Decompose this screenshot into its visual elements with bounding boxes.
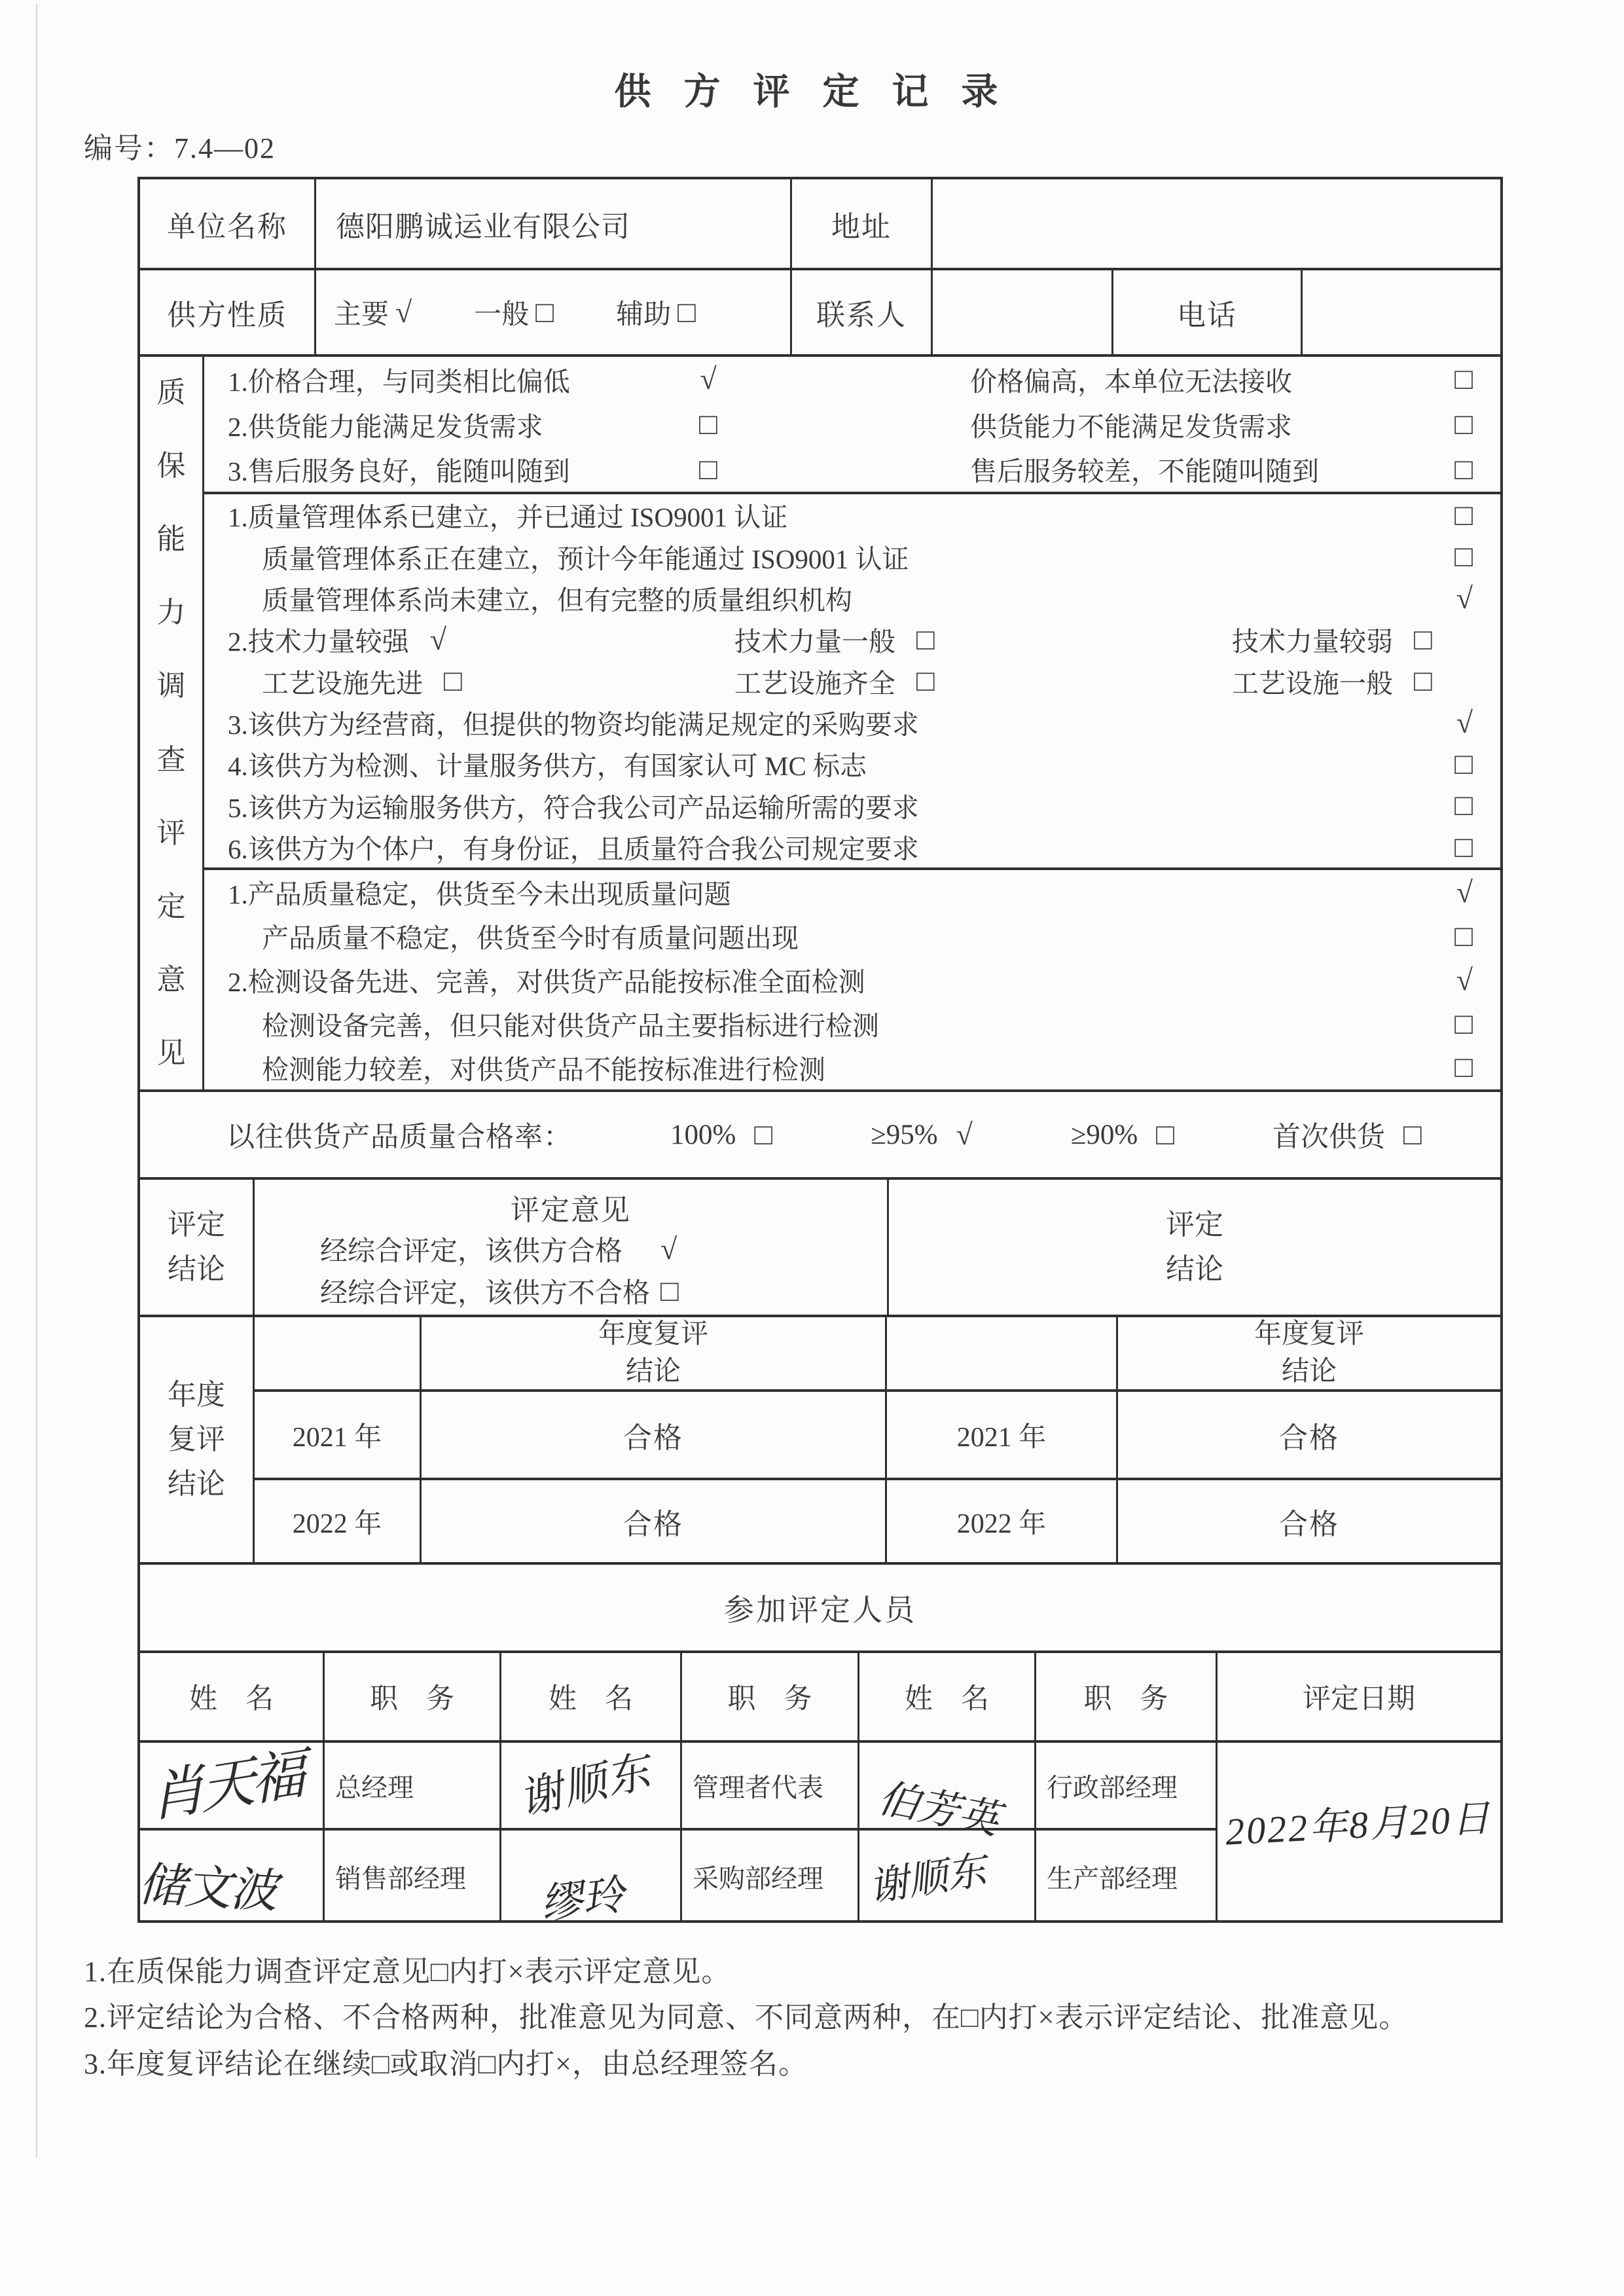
qa-item [204, 536, 1500, 577]
checkbox: □ [660, 1274, 679, 1307]
supplier-evaluation-table [137, 177, 1503, 1928]
qa-item [204, 826, 1500, 867]
qa-item-text: 产品质量不稳定，供货至今时有质量问题出现 [262, 923, 799, 954]
qa-item-text: 价格偏高，本单位无法接收 [970, 366, 1292, 397]
conclusion-line-text: 经综合评定，该供方不合格 [320, 1279, 651, 1309]
title-column-header: 职 务 [680, 1653, 857, 1740]
signatures-row [137, 1740, 1500, 1928]
conclusion-result-label: 评定结论 [1166, 1208, 1223, 1285]
qa-item-text: 技术力量较弱 [1232, 627, 1393, 657]
name-column-header: 姓 名 [499, 1653, 680, 1740]
checkmark: √ [1456, 705, 1473, 739]
qa-item [1219, 620, 1500, 659]
annual-result: 合格 [1116, 1392, 1500, 1478]
qa-item-text: 质量管理体系正在建立，预计今年能通过 ISO9001 认证 [262, 543, 909, 574]
signature-cell [499, 1743, 680, 1828]
signature-cell [137, 1828, 323, 1923]
checkbox: □ [1156, 1118, 1175, 1151]
qa-item [204, 577, 1500, 619]
nature-option-label: 一般 [474, 300, 530, 330]
conclusion-side-label-cell [140, 1180, 253, 1315]
checkmark: √ [1456, 581, 1473, 615]
qa-item-text: 2.检测设备先进、完善，对供货产品能按标准全面检测 [228, 967, 865, 998]
checkbox: □ [535, 295, 554, 329]
annual-header-result-cell [1116, 1317, 1500, 1389]
nature-option-general [474, 293, 554, 332]
doc-number: 编号：7.4—02 [84, 132, 276, 164]
name-column-header: 姓 名 [857, 1653, 1034, 1740]
pass-rate-label: 以往供货产品质量合格率： [226, 1121, 572, 1153]
nature-option-main [334, 293, 412, 332]
signature-name: 谢顺东 [865, 1848, 990, 1910]
job-title-cell: 采购部经理 [680, 1828, 857, 1923]
checkmark: √ [1456, 962, 1473, 996]
signature-name: 肖天福 [148, 1743, 304, 1829]
address-label: 地址 [790, 179, 931, 268]
checkbox: □ [699, 407, 717, 441]
annual-side-label: 年度复评结论 [168, 1378, 225, 1501]
participants-title-row [140, 1562, 1500, 1650]
checkbox: □ [444, 664, 462, 698]
checkmark: √ [395, 295, 412, 329]
checkbox: □ [1454, 788, 1473, 822]
conclusion-line [255, 1228, 887, 1270]
nature-options [314, 270, 790, 354]
qa-item [734, 620, 1219, 659]
pass-rate-row [140, 1089, 1500, 1177]
qa-item-text: 工艺设施先进 [262, 668, 423, 699]
qa-item-text: 3.该供方为经营商，但提供的物资均能满足规定的采购要求 [228, 710, 919, 740]
checkbox: □ [1414, 622, 1432, 656]
qa-item [204, 357, 1500, 402]
unit-name-value: 德阳鹏诚运业有限公司 [314, 179, 790, 268]
qa-item-text: 检测设备完善，但只能对供货产品主要指标进行检测 [262, 1011, 879, 1042]
annual-header-year-cell [255, 1317, 420, 1389]
unit-name-label: 单位名称 [167, 210, 287, 243]
pass-rate-option-text: ≥95% [871, 1119, 938, 1150]
qa-item [204, 447, 1500, 492]
qa-item [204, 1046, 1500, 1089]
signature-name: 伯芳英 [875, 1776, 1003, 1844]
qa-capability-section [140, 354, 1500, 1089]
participants-title: 参加评定人员 [724, 1593, 916, 1627]
qa-group-price [204, 357, 1500, 492]
checkbox: □ [1454, 1050, 1473, 1084]
title-column-header: 职 务 [1034, 1653, 1216, 1740]
checkbox: □ [1403, 1118, 1422, 1151]
conclusion-line-text: 经综合评定，该供方合格 [320, 1237, 623, 1267]
annual-year: 2021 年 [885, 1392, 1116, 1478]
pass-rate-option-first [1272, 1115, 1422, 1155]
checkbox: □ [1454, 919, 1473, 953]
annual-year: 2022 年 [885, 1480, 1116, 1562]
annual-row-2022 [255, 1478, 1500, 1562]
signatures-grid [137, 1743, 1216, 1928]
qa-item [1219, 662, 1500, 701]
conclusion-row [140, 1177, 1500, 1315]
qa-item-text: 技术力量一般 [734, 627, 895, 657]
checkmark: √ [429, 622, 446, 656]
job-title-cell: 总经理 [323, 1743, 499, 1828]
checkbox: □ [916, 622, 935, 656]
qa-item-text: 1.产品质量稳定，供货至今未出现质量问题 [228, 879, 731, 910]
name-column-header: 姓 名 [189, 1684, 274, 1715]
annual-header-row [255, 1317, 1500, 1389]
conclusion-opinion-title: 评定意见 [511, 1194, 631, 1226]
annual-year: 2022 年 [292, 1508, 382, 1539]
qa-item-row [204, 661, 1500, 702]
job-title-cell: 销售部经理 [323, 1828, 499, 1923]
pass-rate-option-95 [871, 1119, 973, 1151]
checkmark: √ [956, 1118, 973, 1151]
pass-rate-option-text: 首次供货 [1272, 1121, 1386, 1153]
qa-item-row [204, 619, 1500, 660]
qa-item [204, 702, 1500, 743]
qa-item-text: 质量管理体系尚未建立，但有完整的质量组织机构 [262, 585, 852, 616]
conclusion-side-label: 评定结论 [168, 1208, 225, 1285]
address-value [931, 179, 1500, 268]
qa-item-text: 4.该供方为检测、计量服务供方，有国家认可 MC 标志 [228, 751, 867, 782]
checkbox: □ [1454, 829, 1473, 864]
qa-group-product-quality [204, 867, 1500, 1089]
checkbox: □ [677, 295, 696, 329]
pass-rate-option-100 [670, 1119, 772, 1151]
qa-item [204, 402, 1500, 447]
checkbox: □ [1454, 746, 1473, 780]
qa-content [202, 357, 1500, 1089]
qa-item [204, 1002, 1500, 1046]
signature-name: 储文波 [137, 1858, 278, 1918]
checkmark: √ [1456, 875, 1473, 909]
qa-item-text: 2.供货能力能满足发货需求 [228, 411, 543, 442]
job-title-cell: 生产部经理 [1034, 1828, 1216, 1923]
checkbox: □ [1454, 362, 1473, 396]
qa-item [204, 743, 1500, 784]
qa-group-system [204, 492, 1500, 867]
note-line: 2.评定结论为合格、不合格两种，批准意见为同意、不同意两种，在□内打×表示评定结论、批准意见。 [84, 2001, 1409, 2034]
unit-address-row [140, 179, 1500, 268]
nature-label: 供方性质 [167, 299, 287, 331]
job-title-cell: 行政部经理 [1034, 1743, 1216, 1828]
qa-side-label-cell [140, 357, 202, 1089]
signature-cell [140, 1743, 323, 1828]
nature-contact-row [140, 268, 1500, 354]
qa-item [204, 958, 1500, 1002]
evaluation-date: 2022年8月20日 [1225, 1796, 1493, 1853]
checkbox: □ [1454, 407, 1473, 441]
note-line: 1.在质保能力调查评定意见□内打×表示评定意见。 [84, 1956, 731, 1988]
phone-value [1301, 270, 1500, 354]
annual-header-label: 年度复评结论 [598, 1319, 708, 1387]
qa-item-text: 1.价格合理，与同类相比偏低 [228, 366, 570, 397]
nature-option-label: 主要 [334, 300, 389, 330]
title-column-header: 职 务 [323, 1653, 499, 1740]
checkbox: □ [1454, 452, 1473, 486]
signature-cell [857, 1743, 1034, 1844]
conclusion-opinion-cell [253, 1180, 887, 1315]
signature-name: 缪玲 [538, 1870, 627, 1928]
nature-option-auxiliary [616, 293, 696, 332]
annual-header-label: 年度复评结论 [1254, 1319, 1364, 1387]
checkbox: □ [1454, 498, 1473, 532]
checkmark: √ [660, 1232, 677, 1266]
footer-notes [84, 1949, 1609, 2087]
note-line: 3.年度复评结论在继续□或取消□内打×，由总经理签名。 [84, 2047, 808, 2080]
annual-result: 合格 [1116, 1480, 1500, 1562]
qa-item [204, 620, 734, 659]
qa-item-text: 检测能力较差，对供货产品不能按标准进行检测 [262, 1054, 825, 1085]
qa-item-text: 工艺设施齐全 [734, 668, 895, 699]
signature-cell [499, 1828, 680, 1928]
checkbox: □ [699, 452, 717, 486]
qa-item-text: 售后服务较差，不能随叫随到 [970, 456, 1319, 487]
qa-item-text: 3.售后服务良好，能随叫随到 [228, 456, 570, 487]
phone-label: 电话 [1111, 270, 1301, 354]
qa-item-text: 2.技术力量较强 [228, 627, 409, 657]
annual-result: 合格 [420, 1480, 885, 1562]
evaluation-date-cell [1216, 1743, 1500, 1920]
qa-item-text: 5.该供方为运输服务供方，符合我公司产品运输所需的要求 [228, 792, 919, 823]
checkbox: □ [1414, 664, 1432, 698]
qa-item [204, 494, 1500, 536]
qa-item [204, 870, 1500, 914]
annual-result: 合格 [420, 1392, 885, 1478]
job-title-cell: 管理者代表 [680, 1743, 857, 1828]
checkbox: □ [916, 664, 935, 698]
signature-cell [857, 1828, 1034, 1923]
annual-row-2021 [255, 1389, 1500, 1478]
conclusion-result-cell [887, 1180, 1500, 1315]
pass-rate-option-text: ≥90% [1070, 1119, 1138, 1150]
checkbox: □ [1454, 539, 1473, 574]
contact-value [931, 270, 1111, 354]
checkbox: □ [1454, 1006, 1473, 1040]
qa-item [204, 785, 1500, 826]
qa-item [204, 662, 734, 701]
date-column-header: 评定日期 [1216, 1653, 1500, 1740]
nature-option-label: 辅助 [616, 300, 672, 330]
annual-header-year-cell [885, 1317, 1116, 1389]
qa-item-text: 1.质量管理体系已建立，并已通过 ISO9001 认证 [228, 502, 788, 533]
annual-side-label-cell [140, 1317, 253, 1562]
annual-grid [253, 1317, 1500, 1562]
annual-header-result-cell [420, 1317, 885, 1389]
qa-item [204, 914, 1500, 958]
pass-rate-option-90 [1071, 1119, 1174, 1151]
qa-item [734, 662, 1219, 701]
annual-review-section [140, 1315, 1500, 1562]
participants-header-row [140, 1650, 1500, 1740]
qa-item-text: 供货能力不能满足发货需求 [970, 411, 1292, 442]
page-title: 供 方 评 定 记 录 [614, 72, 1010, 113]
checkmark: √ [700, 362, 717, 396]
checkbox: □ [754, 1118, 773, 1151]
qa-item-text: 6.该供方为个体户，有身份证，且质量符合我公司规定要求 [228, 834, 919, 865]
qa-side-label: 质保能力调查评定意见 [156, 376, 186, 1070]
annual-year: 2021 年 [292, 1422, 382, 1453]
contact-label: 联系人 [790, 270, 931, 354]
scan-edge-artifact [36, 4, 37, 2158]
qa-item-text: 工艺设施一般 [1232, 668, 1393, 699]
signature-name: 谢顺东 [514, 1747, 656, 1825]
conclusion-line [255, 1270, 887, 1312]
pass-rate-option-text: 100% [670, 1119, 736, 1150]
